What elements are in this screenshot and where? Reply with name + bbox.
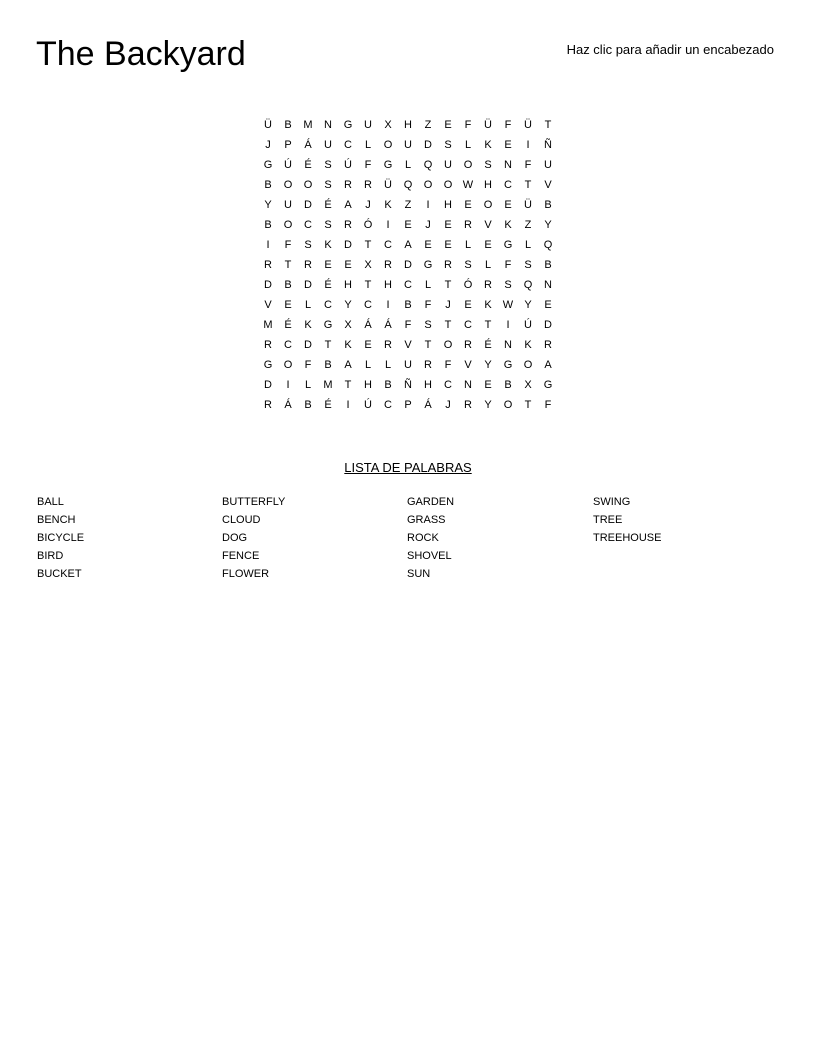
grid-letter: J <box>445 299 451 311</box>
grid-letter: I <box>386 299 390 311</box>
grid-letter: É <box>484 339 492 351</box>
grid-letter: J <box>425 219 431 231</box>
grid-letter: R <box>264 399 272 411</box>
grid-letter: U <box>404 359 412 371</box>
grid-letter: L <box>524 239 532 251</box>
word-list-item: BUTTERFLY <box>222 496 286 508</box>
grid-letter: W <box>502 299 514 311</box>
word-list-item: SWING <box>593 496 631 508</box>
grid-letter: L <box>424 279 432 291</box>
word-list-item: GRASS <box>407 514 446 526</box>
grid-letter: W <box>462 179 474 191</box>
grid-letter: T <box>544 119 552 131</box>
grid-letter: D <box>404 259 412 271</box>
grid-letter: O <box>303 179 313 191</box>
grid-letter: B <box>544 199 552 211</box>
grid-letter: X <box>384 119 392 131</box>
grid-letter: D <box>344 239 352 251</box>
grid-letter: T <box>444 279 452 291</box>
grid-letter: E <box>544 299 552 311</box>
grid-letter: Q <box>543 239 553 251</box>
grid-letter: K <box>384 199 392 211</box>
grid-letter: M <box>303 119 313 131</box>
grid-letter: R <box>464 339 472 351</box>
grid-letter: R <box>444 259 452 271</box>
grid-letter: Ó <box>363 219 373 231</box>
grid-letter: R <box>344 219 352 231</box>
word-list-item: SHOVEL <box>407 550 452 562</box>
grid-letter: S <box>484 159 492 171</box>
grid-letter: E <box>444 119 452 131</box>
grid-letter: C <box>364 299 372 311</box>
grid-letter: T <box>424 339 432 351</box>
grid-letter: F <box>444 359 452 371</box>
grid-letter: Y <box>524 299 532 311</box>
grid-letter: I <box>426 199 430 211</box>
grid-letter: O <box>283 359 293 371</box>
grid-letter: N <box>324 119 332 131</box>
grid-letter: A <box>404 239 412 251</box>
grid-letter: P <box>404 399 412 411</box>
grid-letter: C <box>324 299 332 311</box>
grid-letter: S <box>504 279 512 291</box>
grid-letter: S <box>524 259 532 271</box>
grid-letter: K <box>504 219 512 231</box>
word-list-item: BIRD <box>37 550 64 562</box>
grid-letter: N <box>504 339 512 351</box>
grid-letter: Á <box>364 319 372 331</box>
grid-letter: S <box>324 179 332 191</box>
grid-letter: É <box>284 319 292 331</box>
grid-letter: T <box>364 239 372 251</box>
grid-letter: C <box>384 399 392 411</box>
grid-letter: H <box>344 279 352 291</box>
grid-letter: U <box>284 199 292 211</box>
word-list-column <box>593 493 773 547</box>
grid-letter: T <box>344 379 352 391</box>
grid-letter: L <box>364 359 372 371</box>
grid-letter: C <box>464 319 472 331</box>
grid-letter: H <box>444 199 452 211</box>
grid-letter: Ü <box>524 199 532 211</box>
header-placeholder[interactable]: Haz clic para añadir un encabezado <box>566 42 774 57</box>
grid-letter: F <box>524 159 532 171</box>
grid-letter: L <box>464 239 472 251</box>
grid-letter: B <box>544 259 552 271</box>
grid-letter: E <box>444 239 452 251</box>
grid-letter: C <box>504 179 512 191</box>
grid-letter: Ü <box>384 179 392 191</box>
grid-letter: V <box>404 339 412 351</box>
grid-letter: K <box>344 339 352 351</box>
grid-letter: Ü <box>264 119 272 131</box>
word-list-item: FLOWER <box>222 568 270 580</box>
grid-letter: U <box>404 139 412 151</box>
word-list-item: GARDEN <box>407 496 455 508</box>
grid-letter: V <box>484 219 492 231</box>
grid-letter: C <box>444 379 452 391</box>
word-list-item: BENCH <box>37 514 76 526</box>
grid-letter: R <box>424 359 432 371</box>
grid-letter: O <box>283 219 293 231</box>
grid-letter: Z <box>424 119 432 131</box>
grid-letter: Y <box>544 219 552 231</box>
grid-letter: É <box>304 159 312 171</box>
grid-letter: É <box>324 199 332 211</box>
grid-letter: E <box>344 259 352 271</box>
grid-letter: V <box>264 299 272 311</box>
grid-letter: E <box>404 219 412 231</box>
grid-letter: F <box>504 119 512 131</box>
grid-letter: D <box>304 199 312 211</box>
grid-letter: Ú <box>524 319 532 331</box>
grid-letter: R <box>264 259 272 271</box>
grid-letter: R <box>304 259 312 271</box>
grid-letter: E <box>464 299 472 311</box>
grid-letter: B <box>264 179 272 191</box>
grid-letter: D <box>264 379 272 391</box>
grid-letter: H <box>484 179 492 191</box>
grid-letter: B <box>404 299 412 311</box>
grid-letter: E <box>284 299 292 311</box>
grid-letter: F <box>304 359 312 371</box>
grid-letter: F <box>404 319 412 331</box>
grid-letter: Y <box>264 199 272 211</box>
grid-letter: T <box>484 319 492 331</box>
grid-letter: F <box>284 239 292 251</box>
grid-letter: U <box>324 139 332 151</box>
grid-letter: G <box>343 119 353 131</box>
grid-letter: I <box>386 219 390 231</box>
grid-letter: O <box>483 199 493 211</box>
grid-letter: S <box>324 219 332 231</box>
grid-letter: V <box>544 179 552 191</box>
grid-letter: T <box>324 339 332 351</box>
grid-letter: G <box>503 359 513 371</box>
grid-letter: B <box>504 379 512 391</box>
word-list-item: CLOUD <box>222 514 261 526</box>
grid-letter: O <box>463 159 473 171</box>
word-search-grid <box>258 115 558 415</box>
grid-letter: I <box>526 139 530 151</box>
grid-letter: M <box>263 319 273 331</box>
grid-letter: A <box>544 359 552 371</box>
grid-letter: T <box>444 319 452 331</box>
word-list-item: ROCK <box>407 532 439 544</box>
grid-letter: L <box>404 159 412 171</box>
grid-letter: É <box>324 399 332 411</box>
grid-letter: R <box>364 179 372 191</box>
grid-letter: S <box>304 239 312 251</box>
word-list-item: SUN <box>407 568 431 580</box>
grid-letter: O <box>503 399 513 411</box>
grid-letter: M <box>323 379 333 391</box>
word-list-column <box>37 493 217 583</box>
grid-letter: J <box>365 199 371 211</box>
word-list-item: BUCKET <box>37 568 82 580</box>
grid-letter: B <box>284 279 292 291</box>
grid-letter: S <box>464 259 472 271</box>
grid-letter: R <box>464 219 472 231</box>
grid-letter: N <box>544 279 552 291</box>
grid-letter: D <box>544 319 552 331</box>
grid-letter: I <box>266 239 270 251</box>
grid-letter: B <box>304 399 312 411</box>
grid-letter: E <box>424 239 432 251</box>
grid-letter: B <box>264 219 272 231</box>
grid-letter: C <box>284 339 292 351</box>
grid-letter: Ú <box>284 159 292 171</box>
grid-letter: O <box>383 139 393 151</box>
grid-letter: Ñ <box>544 139 552 151</box>
grid-letter: Z <box>404 199 412 211</box>
grid-letter: K <box>324 239 332 251</box>
grid-letter: E <box>484 379 492 391</box>
grid-letter: T <box>524 399 532 411</box>
grid-letter: A <box>344 359 352 371</box>
grid-letter: S <box>424 319 432 331</box>
grid-letter: H <box>404 119 412 131</box>
grid-letter: X <box>344 319 352 331</box>
grid-letter: O <box>283 179 293 191</box>
grid-letter: N <box>504 159 512 171</box>
grid-letter: U <box>444 159 452 171</box>
grid-letter: R <box>484 279 492 291</box>
grid-letter: S <box>324 159 332 171</box>
grid-letter: Ñ <box>404 379 412 391</box>
grid-letter: E <box>364 339 372 351</box>
grid-letter: D <box>304 279 312 291</box>
grid-letter: D <box>304 339 312 351</box>
grid-letter: Á <box>424 399 432 411</box>
word-list-item: BICYCLE <box>37 532 85 544</box>
grid-letter: E <box>324 259 332 271</box>
grid-letter: F <box>544 399 552 411</box>
grid-letter: L <box>364 139 372 151</box>
grid-letter: K <box>524 339 532 351</box>
grid-letter: G <box>383 159 393 171</box>
grid-letter: P <box>284 139 292 151</box>
grid-letter: D <box>264 279 272 291</box>
grid-letter: C <box>404 279 412 291</box>
word-list-title <box>0 459 816 476</box>
grid-letter: O <box>523 359 533 371</box>
grid-letter: X <box>364 259 372 271</box>
grid-letter: Q <box>523 279 533 291</box>
word-list-item: DOG <box>222 532 248 544</box>
grid-letter: H <box>424 379 432 391</box>
grid-letter: D <box>424 139 432 151</box>
grid-letter: G <box>543 379 553 391</box>
grid-letter: O <box>443 339 453 351</box>
grid-letter: Á <box>284 399 292 411</box>
grid-letter: G <box>263 359 273 371</box>
word-list-item: TREEHOUSE <box>593 532 662 544</box>
grid-letter: Y <box>484 399 492 411</box>
word-list-column <box>222 493 402 583</box>
grid-letter: C <box>384 239 392 251</box>
grid-letter: V <box>464 359 472 371</box>
grid-letter: Q <box>423 159 433 171</box>
grid-letter: Á <box>384 319 392 331</box>
grid-letter: G <box>503 239 513 251</box>
word-list-item: BALL <box>37 496 64 508</box>
grid-letter: K <box>484 139 492 151</box>
grid-letter: R <box>384 339 392 351</box>
grid-letter: B <box>324 359 332 371</box>
grid-letter: G <box>423 259 433 271</box>
grid-letter: I <box>346 399 350 411</box>
grid-letter: S <box>444 139 452 151</box>
grid-letter: Y <box>484 359 492 371</box>
grid-letter: E <box>444 219 452 231</box>
grid-letter: Ü <box>484 119 492 131</box>
grid-letter: F <box>424 299 432 311</box>
grid-letter: Z <box>524 219 532 231</box>
grid-letter: K <box>304 319 312 331</box>
grid-letter: F <box>504 259 512 271</box>
grid-letter: O <box>443 179 453 191</box>
grid-letter: L <box>304 299 312 311</box>
grid-letter: Ü <box>524 119 532 131</box>
grid-letter: U <box>364 119 372 131</box>
word-list-title-text: LISTA DE PALABRAS <box>344 460 472 475</box>
grid-letter: Ó <box>463 279 473 291</box>
grid-letter: H <box>364 379 372 391</box>
grid-letter: C <box>344 139 352 151</box>
grid-letter: R <box>344 179 352 191</box>
word-list-column <box>407 493 587 583</box>
grid-letter: A <box>344 199 352 211</box>
grid-letter: U <box>544 159 552 171</box>
grid-letter: F <box>464 119 472 131</box>
grid-letter: B <box>384 379 392 391</box>
grid-letter: G <box>263 159 273 171</box>
grid-letter: R <box>464 399 472 411</box>
grid-letter: L <box>484 259 492 271</box>
grid-letter: L <box>304 379 312 391</box>
grid-letter: X <box>524 379 532 391</box>
word-list-item: TREE <box>593 514 623 526</box>
grid-letter: Ú <box>344 159 352 171</box>
grid-letter: L <box>464 139 472 151</box>
grid-letter: Y <box>344 299 352 311</box>
grid-letter: Ú <box>364 399 372 411</box>
grid-letter: Q <box>403 179 413 191</box>
grid-letter: E <box>504 139 512 151</box>
grid-letter: É <box>324 279 332 291</box>
grid-letter: I <box>286 379 290 391</box>
grid-letter: T <box>364 279 372 291</box>
word-list-item: FENCE <box>222 550 260 562</box>
grid-letter: T <box>524 179 532 191</box>
grid-letter: G <box>323 319 333 331</box>
grid-letter: N <box>464 379 472 391</box>
grid-letter: K <box>484 299 492 311</box>
grid-letter: R <box>544 339 552 351</box>
grid-letter: J <box>265 139 271 151</box>
grid-letter: R <box>384 259 392 271</box>
grid-letter: Á <box>304 139 312 151</box>
grid-letter: L <box>384 359 392 371</box>
grid-letter: E <box>504 199 512 211</box>
grid-letter: O <box>423 179 433 191</box>
grid-letter: H <box>384 279 392 291</box>
grid-letter: E <box>484 239 492 251</box>
grid-letter: C <box>304 219 312 231</box>
grid-letter: J <box>445 399 451 411</box>
grid-letter: I <box>506 319 510 331</box>
grid-letter: F <box>364 159 372 171</box>
grid-letter: E <box>464 199 472 211</box>
page-title: The Backyard <box>36 35 246 73</box>
grid-letter: R <box>264 339 272 351</box>
grid-letter: T <box>284 259 292 271</box>
grid-letter: B <box>284 119 292 131</box>
